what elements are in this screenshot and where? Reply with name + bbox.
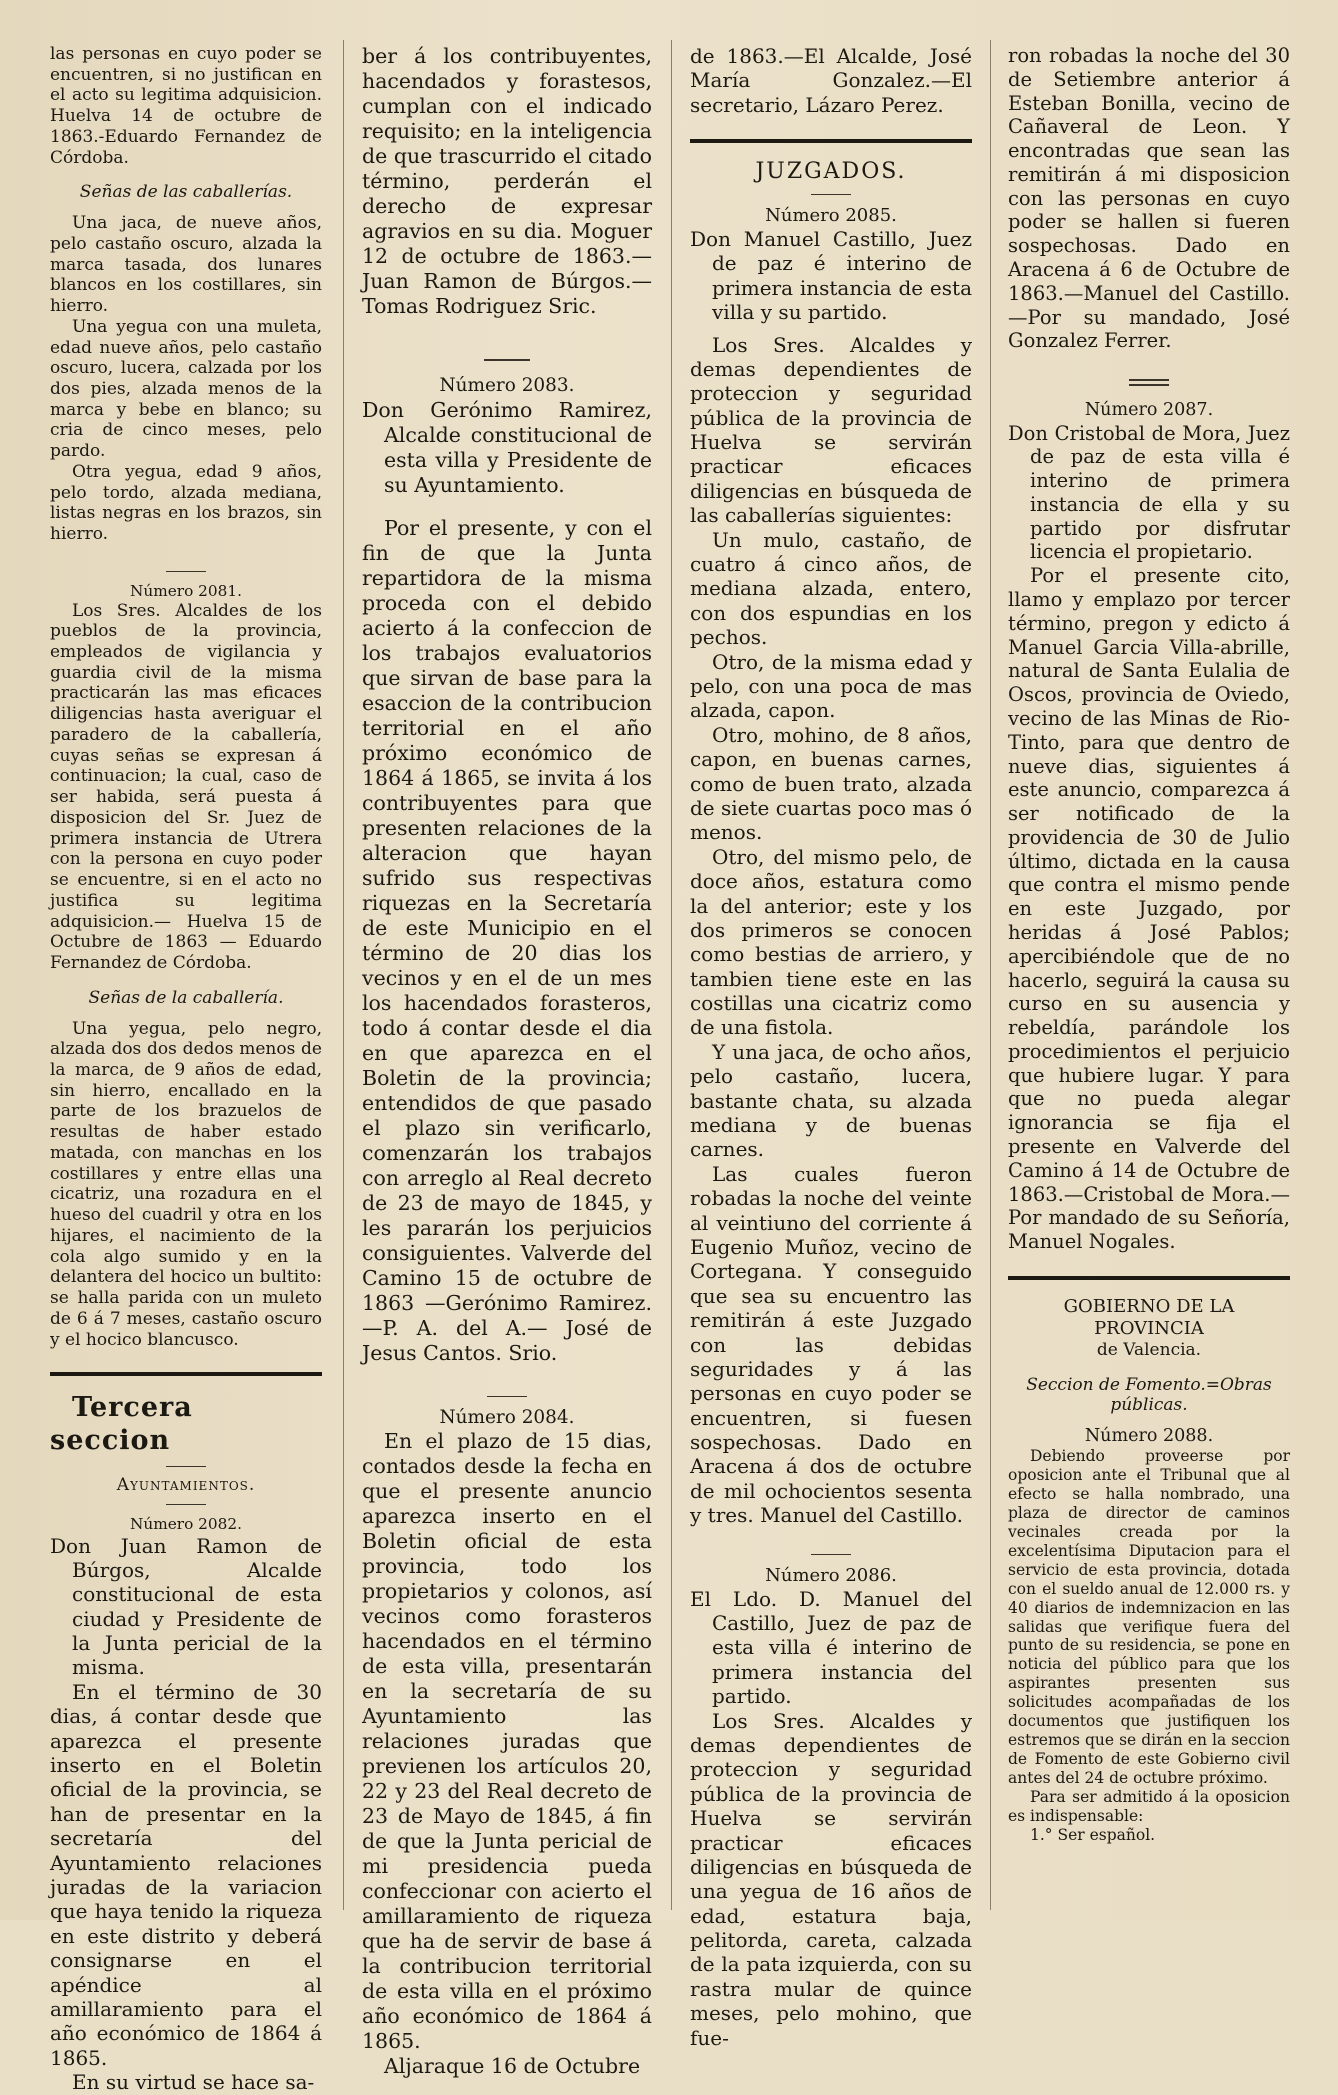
- paragraph: Los Sres. Alcaldes de los pueblos de la provincia, empleados de vigilancia y guardia civil de la misma practicarán las mas eficaces diligencias hasta averiguar el paradero de la caballería, cuyas señas se expresan á continuacion; la cual, caso de ser habida, será puesta á disposicion del Sr. Juez de primera instancia de Utrera con la persona en cuyo poder se encuentre, si en el acto no justifica su legitima adquisicion.— Huelva 15 de Octubre de 1863 — Eduardo Fernandez de Córdoba.: [50, 600, 322, 974]
- subsection-title: Señas de las caballerías.: [79, 182, 293, 203]
- section-rule: [690, 139, 972, 143]
- paragraph: Por el presente, y con el fin de que la Junta repartidora de la misma proceda con el debido acierto á la confeccion de los trabajos evaluatorios que sirvan de base para la esaccion de la contribucion territorial en el año próximo económico de 1864 á 1865, se invita á los contribuyentes para que presenten relaciones de la alteracion que hayan sufrido sus respectivas riquezas en la Secretaría de este Municipio en el término de 20 dias los vecinos y en el de un mes los hacendados forasteros, todo á contar desde el dia en que aparezca en el Boletin de la provincia; entendidos de que pasado el plazo sin verificarlo, comenzarán los trabajos con arreglo al Real decreto de 23 de mayo de 1845, y les pararán los perjuicios consiguientes. Valverde del Camino 15 de octubre de 1863 —Gerónimo Ramirez.—P. A. del A.— José de Jesus Cantos. Srio.: [362, 515, 652, 1365]
- notice-number: Número 2086.: [765, 1564, 897, 1586]
- section-heading: GOBIERNO DE LA PROVINCIA: [1063, 1295, 1235, 1339]
- separator: [487, 1396, 527, 1397]
- paragraph: las personas en cuyo poder se encuentren, si no justifican en el acto su legitima adquisicion. Huelva 14 de octubre de 1863.-Eduardo Fernandez de Córdoba.: [50, 44, 322, 168]
- subsection-title: Señas de la caballería.: [88, 987, 284, 1008]
- paragraph: Aljaraque 16 de Octubre: [384, 2054, 641, 2078]
- separator: [484, 359, 530, 361]
- paragraph: En el plazo de 15 dias, contados desde la fecha en que el presente anuncio aparezca inserto en el Boletin oficial de esta provincia, todo los propietarios y colonos, así vecinos como forasteros hacendados en el término de esta villa, presentarán en la secretaría de su Ayuntamiento las relaciones juradas que previenen los artículos 20, 22 y 23 del Real decreto de 23 de Mayo de 1845, á fin de que la Junta pericial de mi presidencia pueda confeccionar con acierto el amillaramiento de riqueza que ha de servir de base á la contribucion territorial de esta villa en el próximo año económico de 1864 á 1865.: [362, 1429, 652, 2053]
- notice-number: Número 2081.: [130, 581, 242, 600]
- notice-number: Número 2087.: [1084, 400, 1214, 421]
- paragraph: Para ser admitido á la oposicion es indispensable:: [1008, 1787, 1290, 1825]
- separator: [811, 1554, 851, 1555]
- paragraph: Los Sres. Alcaldes y demas dependientes de proteccion y seguridad pública de la provincia de Huelva se servirán practicar eficaces diligencias en búsqueda de las caballerías siguientes:: [690, 332, 972, 528]
- paragraph: Las cuales fueron robadas la noche del veinte al veintiuno del corriente á Eugenio Muñoz, vecino de Cortegana. Y conseguido que sea su encuentro las remitirán á este Juzgado con las debidas seguridades y á las personas en cuyo poder se encuentren, si fuesen sospechosas. Dado en Aracena á dos de octubre de mil ochocientos sesenta y tres. Manuel del Castillo.: [690, 1161, 972, 1528]
- notice-number: Número 2083.: [439, 375, 575, 396]
- column-3: [690, 44, 972, 2050]
- notice-number: Número 2084.: [439, 1406, 575, 1428]
- paragraph: En su virtud se hace sa-: [72, 2070, 315, 2095]
- paragraph: Don Juan Ramon de Búrgos, Alcalde constitucional de esta ciudad y Presidente de la Junta pericial de la misma.: [50, 1533, 322, 1680]
- section-heading: JUZGADOS.: [755, 159, 907, 185]
- paragraph: Por el presente cito, llamo y emplazo por tercer término, pregon y edicto á Manuel Garcia Villa-abrille, natural de Santa Eulalia de Oscos, provincia de Oviedo, vecino de las Minas de Rio-Tinto, para que dentro de nueve dias, siguientes á este anuncio, comparezca á ser notificado de la providencia de 30 de Julio último, dictada en la causa que contra el mismo pende en este Juzgado, por heridas á José Pablos; apercibiéndole que de no hacerlo, seguirá la causa su curso en su ausencia y rebeldía, parándole los procedimientos el perjuicio que hubiere lugar. Y para que no pueda alegar ignorancia se fija el presente en Valverde del Camino á 14 de Octubre de 1863.—Cristobal de Mora.—Por mandado de su Señoría, Manuel Nogales.: [1008, 564, 1290, 1254]
- section-subtitle: Ayuntamientos.: [116, 1475, 256, 1496]
- paragraph: Los Sres. Alcaldes y demas dependientes de proteccion y seguridad pública de la provincia de Huelva se servirán practicar eficaces diligencias en búsqueda de una yegua de 16 años de edad, estatura baja, pelitorda, careta, calzada de la pata izquierda, con su rastra mular de quince meses, pelo mohino, que fue-: [690, 1708, 972, 2050]
- section-title: Tercera seccion: [50, 1392, 193, 1457]
- column-1: [50, 44, 322, 2095]
- separator: [1129, 379, 1169, 386]
- paragraph: ron robadas la noche del 30 de Setiembre anterior á Esteban Bonilla, vecino de Cañaveral de Leon. Y encontradas que sean las remitirán á mi disposicion con las personas en cuyo poder se hallen si fueren sospechosas. Dado en Aracena á 6 de Octubre de 1863.—Manuel del Castillo.—Por su mandado, José Gonzalez Ferrer.: [1008, 44, 1290, 353]
- column-rule: [671, 40, 672, 1910]
- paragraph: Otro, mohino, de 8 años, capon, en buenas carnes, como de buen trato, alzada de siete cuartas poco mas ó menos.: [690, 722, 972, 845]
- paragraph: Debiendo proveerse por oposicion ante el Tribunal que al efecto se halla nombrado, una plaza de director de caminos vecinales creada por la excelentísima Diputacion para el servicio de esta provincia, dotada con el sueldo anual de 12.000 rs. y 40 diarios de indemnizacion en las salidas que verifique fuera del punto de su residencia, se pone en noticia del público para que los aspirantes presenten sus solicitudes acompañadas de los documentos que justifiquen los estremos que se dirán en la seccion de Fomento de este Gobierno civil antes del 24 de octubre próximo.: [1008, 1447, 1290, 1787]
- paragraph: Don Gerónimo Ramirez, Alcalde constitucional de esta villa y Presidente de su Ayuntamiento.: [362, 397, 652, 497]
- section-rule: [1008, 1276, 1290, 1280]
- paragraph: Don Cristobal de Mora, Juez de paz de esta villa é interino de primera instancia de ella y su partido por disfrutar licencia el propietario.: [1008, 421, 1290, 564]
- paragraph: Otro, del mismo pelo, de doce años, estatura como la del anterior; este y los dos primeros se conocen como bestias de arriero, y tambien tiene este en las costillas una cicatriz como de una fistola.: [690, 844, 972, 1040]
- paragraph: Otra yegua, edad 9 años, pelo tordo, alzada mediana, listas negras en los brazos, sin hierro.: [50, 461, 322, 545]
- column-4: [1008, 44, 1290, 1900]
- column-2: [362, 44, 652, 2078]
- subsection-title: Seccion de Fomento.=Obras públicas.: [1026, 1374, 1272, 1416]
- paragraph: Una jaca, de nueve años, pelo castaño oscuro, alzada la marca tasada, dos lunares blancos en los costillares, sin hierro.: [50, 213, 322, 317]
- column-rule: [990, 40, 991, 1910]
- paragraph: Una yegua, pelo negro, alzada dos dos dedos menos de la marca, de 9 años de edad, sin hierro, encallado en la parte de los brazuelos de resultas de haber estado matada, con manchas en los costillares y entre ellas una cicatriz, una rozadura en el hueso del cuadril y otra en los hijares, el nacimiento de la cola algo sumido y en la delantera del hocico un bultito: se halla parida con un muleto de 6 á 7 meses, castaño oscuro y el hocico blancusco.: [50, 1018, 322, 1350]
- paragraph: Y una jaca, de ocho años, pelo castaño, lucera, bastante chata, su alzada mediana y de buenas carnes.: [690, 1039, 972, 1162]
- paragraph: 1.° Ser español.: [1030, 1825, 1156, 1844]
- notice-number: Número 2085.: [765, 205, 897, 226]
- separator: [166, 571, 206, 572]
- paragraph: ber á los contribuyentes, hacendados y forastesos, cumplan con el indicado requisito; en la inteligencia de que trascurrido el citado término, perderán el derecho de expresar agravios en su dia. Moguer 12 de octubre de 1863.—Juan Ramon de Búrgos.—Tomas Rodriguez Sric.: [362, 44, 652, 318]
- notice-number: Número 2088.: [1084, 1426, 1214, 1447]
- section-rule: [50, 1372, 322, 1376]
- section-subheading: de Valencia.: [1096, 1339, 1202, 1360]
- notice-number: Número 2082.: [130, 1514, 242, 1533]
- paragraph: Don Manuel Castillo, Juez de paz é interino de primera instancia de esta villa y su partido.: [690, 226, 972, 325]
- separator: [166, 1466, 206, 1467]
- column-rule: [343, 40, 344, 1910]
- paragraph: Un mulo, castaño, de cuatro á cinco años, de mediana alzada, entero, con dos espundias en los pechos.: [690, 527, 972, 650]
- paragraph: En el término de 30 dias, á contar desde que aparezca el presente inserto en el Boletin oficial de la provincia, se han de presentar en la secretaría del Ayuntamiento relaciones juradas de la variacion que haya tenido la riqueza en este distrito y deberá consignarse en el apéndice al amillaramiento para el año económico de 1864 á 1865.: [50, 1679, 322, 2070]
- paragraph: de 1863.—El Alcalde, José María Gonzalez.—El secretario, Lázaro Perez.: [690, 44, 972, 117]
- paragraph: El Ldo. D. Manuel del Castillo, Juez de paz de esta villa é interino de primera instancia del partido.: [690, 1586, 972, 1709]
- separator: [166, 1504, 206, 1505]
- paragraph: Otro, de la misma edad y pelo, con una poca de mas alzada, capon.: [690, 649, 972, 723]
- separator: [811, 194, 851, 195]
- paragraph: Una yegua con una muleta, edad nueve años, pelo castaño oscuro, lucera, calzada por los dos pies, alzada menos de la marca y bebe en blanco; su cria de cinco meses, pelo pardo.: [50, 316, 322, 462]
